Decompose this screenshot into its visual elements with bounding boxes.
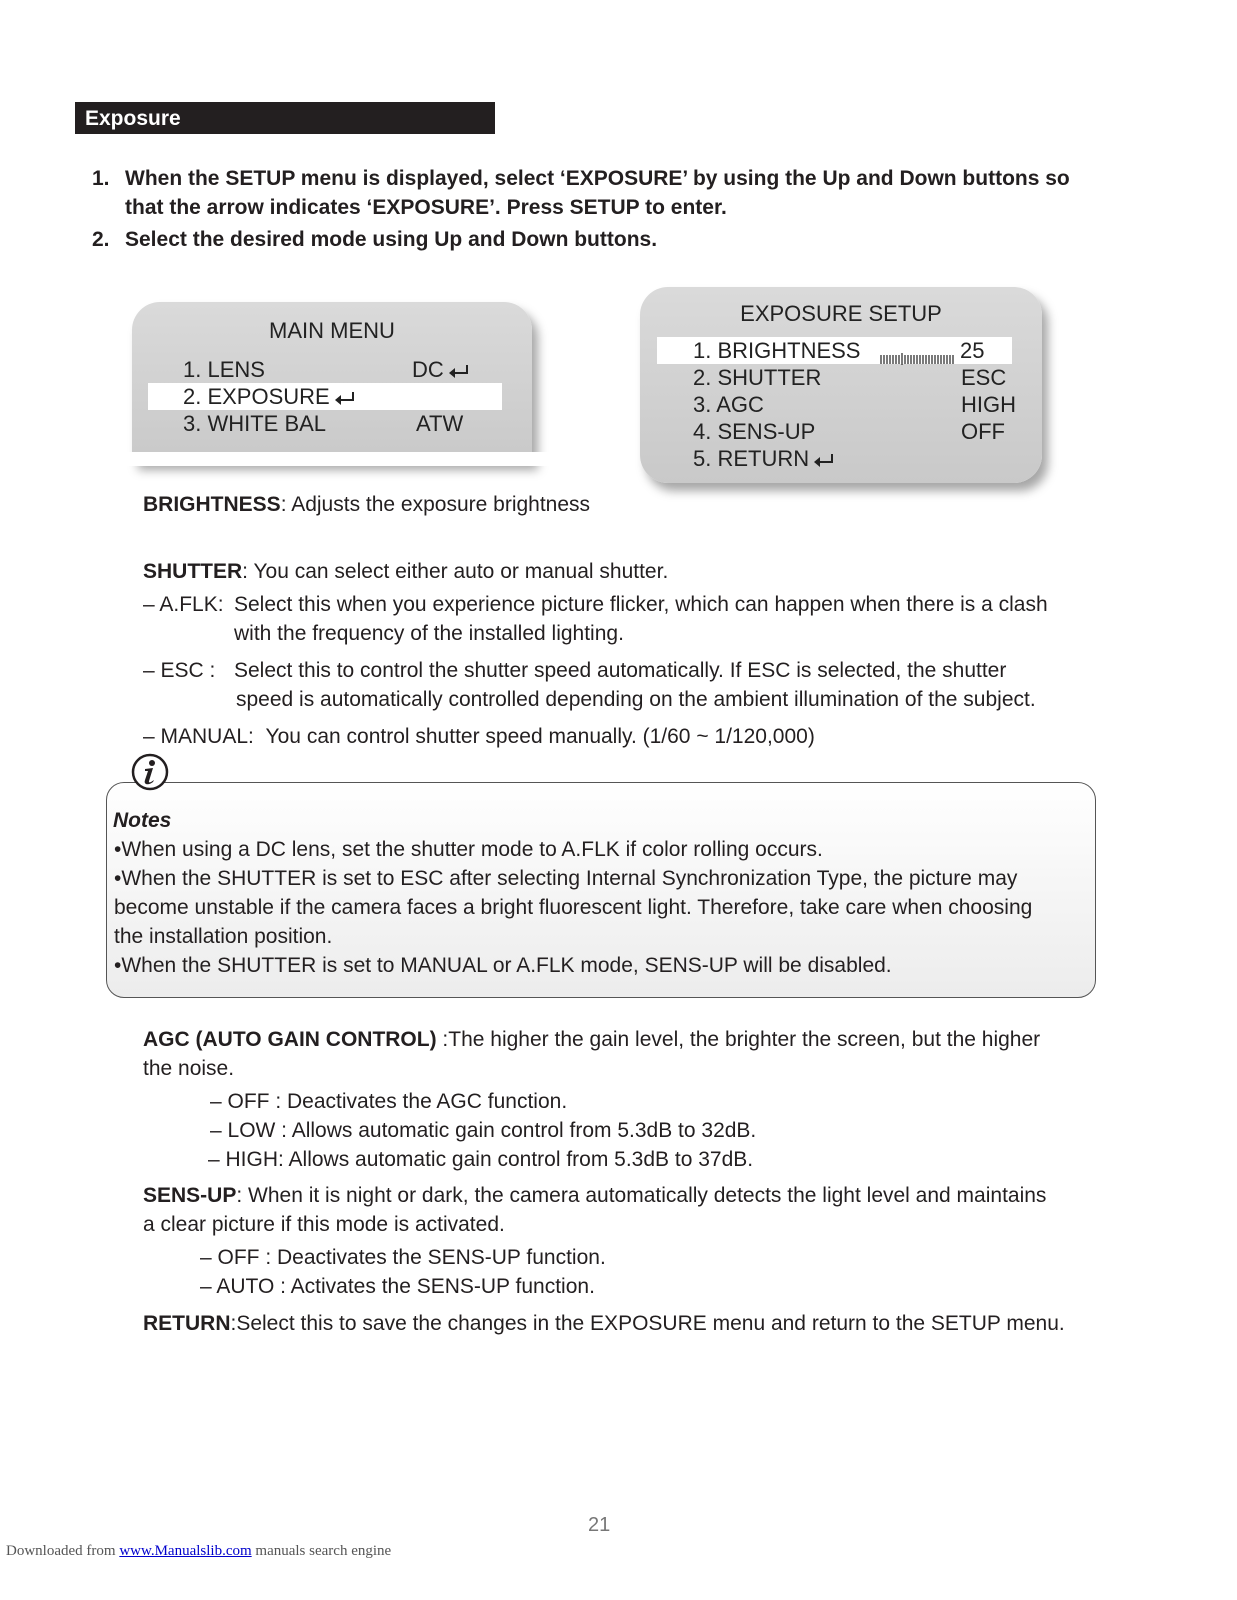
menu-item-value: 25 <box>960 338 985 363</box>
note-line: •When the SHUTTER is set to MANUAL or A.FLK mode, SENS-UP will be disabled. <box>114 954 892 977</box>
step-number: 1. <box>92 167 110 190</box>
shutter-option-aflk-text: Select this when you experience picture flicker, which can happen when there is a clash with the frequency of the installed lighting. <box>234 593 1048 645</box>
shutter-option-esc-key: – ESC : <box>143 659 216 682</box>
main-menu-screen <box>132 302 532 462</box>
note-line: the installation position. <box>114 925 333 948</box>
term: SENS-UP <box>143 1184 237 1207</box>
step-text: Select the desired mode using Up and Down buttons. <box>125 228 658 251</box>
info-icon <box>130 752 170 792</box>
note-line: •When the SHUTTER is set to ESC after selecting Internal Synchronization Type, the picture may <box>114 867 1018 890</box>
exposure-menu-title: EXPOSURE SETUP <box>740 301 942 326</box>
menu-item-sens-up: 4. SENS-UP <box>693 419 816 444</box>
menu-item-lens <box>183 356 265 384</box>
sensup-description: SENS-UP: When it is night or dark, the camera automatically detects the light level and maintains a clear picture if this mode is activated. <box>143 1184 1047 1236</box>
shutter-option-esc-text: Select this to control the shutter speed automatically. If ESC is selected, the shutter speed is automatically controlled depending on the ambient illumination of the subject. <box>234 659 1036 711</box>
menu-item-shutter: 2. SHUTTER <box>693 365 822 390</box>
page-number: 21 <box>588 1514 611 1536</box>
menu-crop-mask <box>100 452 580 466</box>
step-text: that the arrow indicates ‘EXPOSURE’. Press SETUP to enter. <box>125 196 727 219</box>
note-line: become unstable if the camera faces a bright fluorescent light. Therefore, take care when choosing <box>114 896 1033 919</box>
menu-item-value: HIGH <box>961 392 1016 417</box>
menu-item-label: 5. RETURN <box>693 446 810 471</box>
sensup-option: – AUTO : Activates the SENS-UP function. <box>200 1275 595 1298</box>
enter-arrow-icon <box>334 391 356 405</box>
step-2 <box>92 225 1152 254</box>
notes-list <box>114 835 1094 980</box>
menu-item-label: 3. WHITE BAL <box>183 411 327 436</box>
menu-item-value: ESC <box>961 365 1007 390</box>
main-menu-title: MAIN MENU <box>269 318 395 343</box>
menu-item-value: OFF <box>961 419 1005 444</box>
menu-item-label: 1. LENS <box>183 357 265 382</box>
menu-item-exposure <box>183 383 356 411</box>
download-footer: Downloaded from www.Manualslib.com manuals search engine <box>6 1543 392 1559</box>
term: BRIGHTNESS <box>143 493 281 516</box>
sensup-option: – OFF : Deactivates the SENS-UP function. <box>200 1246 606 1269</box>
menu-item-label: 2. EXPOSURE <box>183 384 330 409</box>
step-number: 2. <box>92 228 110 251</box>
agc-option: – HIGH: Allows automatic gain control from 5.3dB to 37dB. <box>208 1148 754 1171</box>
term: AGC (AUTO GAIN CONTROL) <box>143 1028 437 1051</box>
brightness-description: BRIGHTNESS: Adjusts the exposure brightness <box>143 493 591 516</box>
step-1 <box>92 164 1152 222</box>
enter-arrow-icon <box>813 453 835 467</box>
enter-arrow-icon <box>448 364 470 378</box>
brightness-level-bar <box>880 345 954 357</box>
manualslib-link[interactable]: www.Manualslib.com <box>119 1543 252 1559</box>
menu-item-white-bal <box>183 410 326 438</box>
agc-option: – OFF : Deactivates the AGC function. <box>210 1090 568 1113</box>
menu-item-label: 1. BRIGHTNESS <box>693 338 861 363</box>
shutter-description: SHUTTER: You can select either auto or manual shutter. <box>143 560 669 583</box>
agc-description: AGC (AUTO GAIN CONTROL) :The higher the gain level, the brighter the screen, but the higher the noise. <box>143 1028 1041 1080</box>
notes-title: Notes <box>113 809 172 832</box>
agc-options <box>210 1087 756 1174</box>
shutter-option-manual: – MANUAL: You can control shutter speed manually. (1/60 ~ 1/120,000) <box>143 725 815 748</box>
return-description: RETURN:Select this to save the changes in the EXPOSURE menu and return to the SETUP menu. <box>143 1312 1065 1335</box>
menu-item-value: DC <box>412 356 470 384</box>
agc-option: – LOW : Allows automatic gain control from 5.3dB to 32dB. <box>210 1119 757 1142</box>
sensup-options <box>200 1243 606 1301</box>
note-line: •When using a DC lens, set the shutter mode to A.FLK if color rolling occurs. <box>114 838 823 861</box>
section-title: Exposure <box>75 102 495 134</box>
menu-item-brightness <box>693 337 860 365</box>
shutter-option-aflk-key: – A.FLK: <box>143 593 224 616</box>
menu-item-return <box>693 445 835 473</box>
term: SHUTTER <box>143 560 243 583</box>
exposure-setup-screen <box>640 287 1042 483</box>
term: RETURN <box>143 1312 231 1335</box>
menu-item-agc: 3. AGC <box>693 392 764 417</box>
step-text: When the SETUP menu is displayed, select ‘EXPOSURE’ by using the Up and Down buttons so <box>125 167 1070 190</box>
menu-item-value: ATW <box>416 411 464 436</box>
